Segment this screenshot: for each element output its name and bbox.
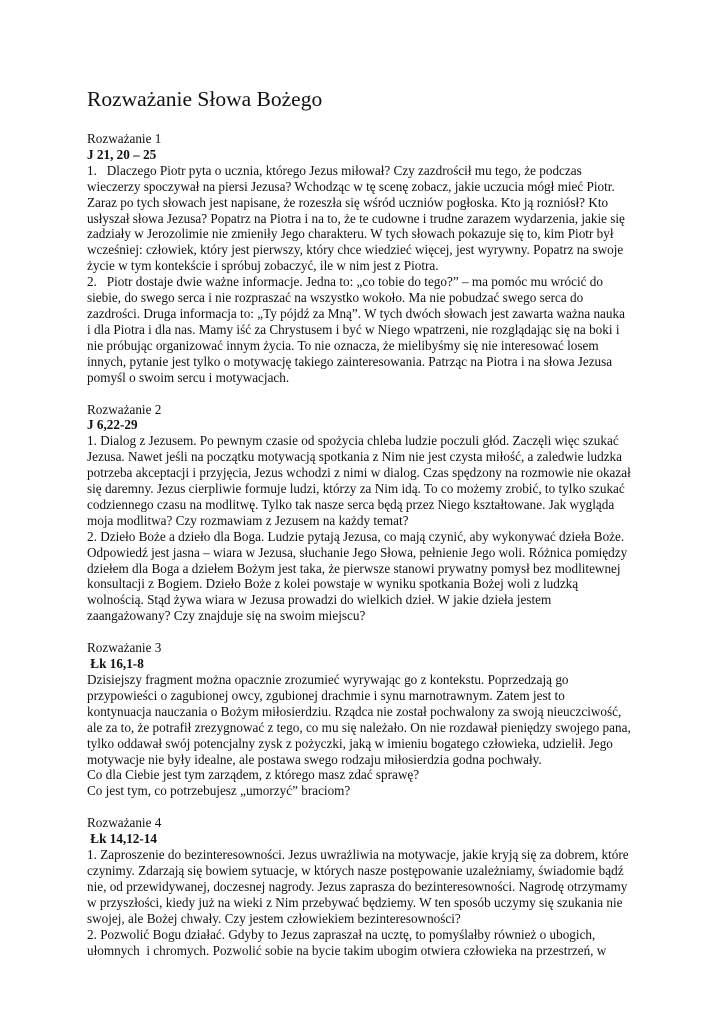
text-line: ale za to, że potrafił zrezygnować z tego, co mu się należało. On nie rozdawał pieniędzy swojego pana, — [87, 719, 631, 735]
text-line: wieczerzy spoczywał na piersi Jezusa? Wchodząc w tę scenę zobacz, jakie uczucia mógł mieć Piotr. — [87, 178, 615, 194]
text-line: nie próbując organizować innym życia. To nie oznacza, że mielibyśmy się nie interesować losem — [87, 337, 599, 353]
page-title: Rozważanie Słowa Bożego — [87, 87, 323, 111]
scripture-reference: Łk 16,1-8 — [87, 656, 144, 672]
text-line: 2. Piotr dostaje dwie ważne informacje. Jedna to: „co tobie do tego?” – ma pomóc mu wrócić do — [87, 274, 603, 290]
section-text — [87, 433, 647, 624]
text-line: 2. Dzieło Boże a dzieło dla Boga. Ludzie pytają Jezusa, co mają czynić, aby wykonywać dzieła Boże. — [87, 528, 625, 544]
meditation-section — [87, 402, 647, 625]
text-line: Jezusa. Nawet jeśli na początku motywacją spotkania z Nim nie jest czysta miłość, a zaledwie ludzka — [87, 449, 623, 465]
meditation-section — [87, 640, 647, 799]
text-line: codziennego czasu na modlitwę. Tylko tak nasze serca będą przez Niego kształtowane. Jak wygląda — [87, 496, 615, 512]
text-line: Zaraz po tych słowach jest napisane, że rozeszła się wśród uczniów pogłoska. Kto ją rozniósł? Kto — [87, 194, 609, 210]
scripture-reference: J 6,22-29 — [87, 417, 138, 433]
text-line: Odpowiedź jest jasna – wiara w Jezusa, słuchanie Jego Słowa, pełnienie Jego woli. Różnica pomiędzy — [87, 544, 628, 560]
section-text — [87, 163, 647, 386]
scripture-reference: Łk 14,12-14 — [87, 831, 157, 847]
text-line: zazdrości. Druga informacja to: „Ty pójdź za Mną”. W tych dwóch słowach jest zawarta ważna nauka — [87, 305, 625, 321]
text-line: wcześniej: człowiek, który jest pierwszy, który chce wiedzieć więcej, jest wyrywny. Popatrz na swoje — [87, 242, 624, 258]
text-line: w przyszłości, kiedy już na wieki z Nim przebywać będziemy. W ten sposób uczymy się szukania nie — [87, 894, 623, 910]
text-line: zadziały w Jerozolimie nie zmieniły Jego charakteru. W tych słowach pokazuje się to, kim Piotr był — [87, 226, 614, 242]
text-line: wolnością. Stąd żywa wiara w Jezusa prowadzi do wielkich dzieł. W jakie dzieła jestem — [87, 592, 552, 608]
text-line: swojej, ale Bożej chwały. Czy jestem człowiekiem bezinteresowności? — [87, 910, 461, 926]
section-label: Rozważanie 1 — [87, 131, 162, 146]
text-line: innych, pytanie jest tylko o motywację takiego zainteresowania. Patrząc na Piotra i na słowa Jezusa — [87, 353, 613, 369]
text-line: życie w tym kontekście i spróbuj zobaczyć, ile w nim jest z Piotra. — [87, 258, 439, 274]
text-line: dziełem dla Boga a dziełem Bożym jest taka, że pierwsze stanowi prywatny pomysł bez modlitewnej — [87, 560, 621, 576]
text-line: kontynuacja nauczania o Bożym miłosierdziu. Rządca nie został pochwalony za swoją nieuczciwość, — [87, 703, 622, 719]
meditation-section — [87, 815, 647, 958]
text-line: moja modlitwa? Czy rozmawiam z Jezusem na każdy temat? — [87, 512, 409, 528]
text-line: 1. Zaproszenie do bezinteresowności. Jezus uwrażliwia na motywacje, jakie kryją się za dobrem, które — [87, 847, 629, 863]
text-line: 2. Pozwolić Bogu działać. Gdyby to Jezus zapraszał na ucztę, to pomyślałby również o ubogich, — [87, 926, 596, 942]
text-line: konsultacji z Bogiem. Dzieło Boże z kolei powstaje w wyniku spotkania Bożej woli z ludzką — [87, 576, 579, 592]
text-line: nie, od przewidywanej, doczesnej nagrody. Jezus zaprasza do bezinteresowności. Nagrodę otrzymamy — [87, 878, 628, 894]
text-line: potrzeba akceptacji i przyjęcia, Jezus wchodzi z nimi w dialog. Czas spędzony na rozmowie nie okazał — [87, 465, 631, 481]
text-line: czynimy. Zdarzają się bowiem sytuacje, w których nasze postępowanie uzależniamy, świadomie bądź — [87, 862, 624, 878]
text-line: pomyśl o swoim sercu i motywacjach. — [87, 369, 290, 385]
text-line: tylko oddawał swój potencjalny zysk z pożyczki, jaką w imieniu bogatego człowieka, udzielił. Jego — [87, 735, 613, 751]
section-label: Rozważanie 2 — [87, 401, 162, 417]
text-line: się daremny. Jezus cierpliwie formuje ludzi, którzy za Nim idą. To co możemy zrobić, to tylko szukać — [87, 481, 625, 497]
text-line: Co jest tym, co potrzebujesz „umorzyć” braciom? — [87, 783, 351, 799]
text-line: 1. Dialog z Jezusem. Po pewnym czasie od spożycia chleba ludzie poczuli głód. Zaczęli więc szukać — [87, 433, 619, 449]
text-line: zaangażowany? Czy znajduje się na swoim miejscu? — [87, 608, 366, 624]
scripture-reference: J 21, 20 – 25 — [87, 146, 157, 162]
sections-container — [87, 131, 647, 958]
section-text — [87, 847, 647, 958]
text-line: Dzisiejszy fragment można opacznie zrozumieć wyrywając go z kontekstu. Poprzedzają go — [87, 672, 569, 687]
text-line: motywacje nie były idealne, ale postawa swego rodzaju miłosierdzia godna pochwały. — [87, 751, 542, 767]
text-line: siebie, do swego serca i nie rozpraszać na wszystko wokoło. Ma nie pobudzać swego serca do — [87, 290, 584, 306]
meditation-section — [87, 131, 647, 386]
section-label: Rozważanie 3 — [87, 640, 162, 656]
text-line: ułomnych i chromych. Pozwolić sobie na bycie takim ubogim otwiera człowieka na przestrzeń, w — [87, 942, 607, 958]
text-line: 1. Dlaczego Piotr pyta o ucznia, którego Jezus miłował? Czy zazdrościł mu tego, że podczas — [87, 162, 582, 178]
section-text — [87, 672, 647, 799]
text-line: Co dla Ciebie jest tym zarządem, z którego masz zdać sprawę? — [87, 767, 420, 783]
text-line: usłyszał słowa Jezusa? Popatrz na Piotra i na to, że te cudowne i trudne zarazem wydarzenia, jakie się — [87, 210, 625, 226]
text-line: przypowieści o zagubionej owcy, zgubionej drachmie i synu marnotrawnym. Zatem jest to — [87, 687, 565, 703]
document-page — [87, 84, 647, 974]
section-label: Rozważanie 4 — [87, 815, 162, 831]
text-line: i dla Piotra i dla nas. Mamy iść za Chrystusem i być w Niego wpatrzeni, nie rozglądając się na boki i — [87, 321, 620, 337]
